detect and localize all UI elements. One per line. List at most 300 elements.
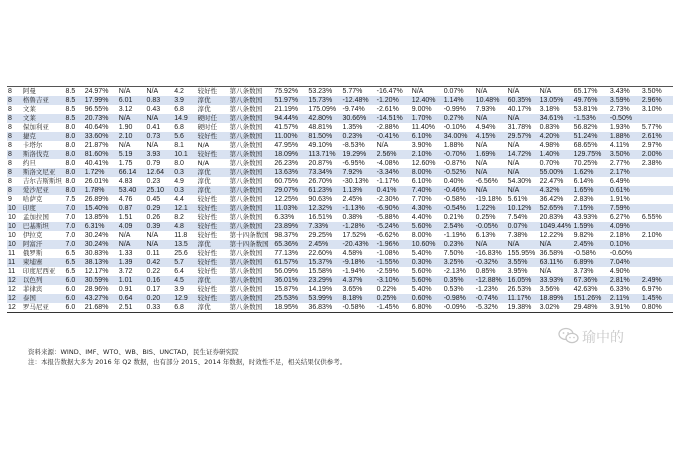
table-cell: 7.15% xyxy=(573,204,609,213)
table-cell: 9.82% xyxy=(573,231,609,240)
table-cell: 4.15% xyxy=(475,132,507,141)
table-cell: -5.88% xyxy=(376,213,411,222)
table-cell: 第八条数国 xyxy=(229,132,274,141)
table-cell: -8.53% xyxy=(342,141,376,150)
table-cell: -4.08% xyxy=(376,159,411,168)
table-cell: 第八条数国 xyxy=(229,186,274,195)
rank-cell: 12 xyxy=(7,294,22,303)
country-cell: 印度尼西亚 xyxy=(22,267,65,276)
table-cell: -0.99% xyxy=(443,105,475,114)
table-cell: 6.0 xyxy=(65,285,84,294)
table-cell: 34.00% xyxy=(443,132,475,141)
table-cell: 3.65% xyxy=(342,285,376,294)
table-cell: 6.5 xyxy=(65,249,84,258)
table-cell: 2.49% xyxy=(641,276,673,285)
table-cell: -1.20% xyxy=(376,96,411,105)
table-cell: -16.83% xyxy=(475,249,507,258)
table-cell: 7.50% xyxy=(443,249,475,258)
table-cell: 14.72% xyxy=(507,150,539,159)
table-cell: 第八条数国 xyxy=(229,267,274,276)
table-cell: 0.70% xyxy=(539,159,573,168)
table-cell: -1.19% xyxy=(443,231,475,240)
table-cell: 5.60% xyxy=(411,276,443,285)
table-cell: 3.50% xyxy=(641,87,673,97)
table-cell: 30.24% xyxy=(84,240,118,249)
country-cell: 斯洛伐克 xyxy=(22,150,65,159)
table-cell: 6.0 xyxy=(65,303,84,313)
table-row xyxy=(7,123,673,132)
table-cell: 3.02% xyxy=(539,303,573,313)
table-cell: 2.83% xyxy=(573,195,609,204)
table-cell: 17.99% xyxy=(84,96,118,105)
table-cell: -0.50% xyxy=(609,114,641,123)
table-cell: N/A xyxy=(507,87,539,97)
table-cell: 8.0 xyxy=(65,150,84,159)
table-cell: 较好性 xyxy=(197,294,229,303)
table-cell xyxy=(641,168,673,177)
country-cell: 以色列 xyxy=(22,276,65,285)
table-cell: -0.58% xyxy=(443,195,475,204)
table-cell: 8.0 xyxy=(65,168,84,177)
table-cell: 2.00% xyxy=(641,150,673,159)
country-cell: 菲律宾 xyxy=(22,285,65,294)
country-cell: 俄罗斯 xyxy=(22,249,65,258)
table-cell: 65.36% xyxy=(273,240,307,249)
table-cell: 7.5 xyxy=(65,195,84,204)
table-cell: 31.78% xyxy=(507,123,539,132)
table-cell: 41.57% xyxy=(273,123,307,132)
table-cell: 47.95% xyxy=(273,141,307,150)
table-cell: 5.40% xyxy=(411,285,443,294)
table-row xyxy=(7,96,673,105)
table-cell: 6.13% xyxy=(475,231,507,240)
table-cell: 10.12% xyxy=(507,204,539,213)
country-risk-table xyxy=(7,86,673,313)
table-cell: 1.59% xyxy=(573,222,609,231)
table-cell: 8.5 xyxy=(65,105,84,114)
table-cell: 10.1 xyxy=(173,150,196,159)
table-cell: 29.57% xyxy=(507,132,539,141)
table-cell: 43.93% xyxy=(573,213,609,222)
table-cell: 29.25% xyxy=(307,231,341,240)
table-cell: 2.61% xyxy=(641,132,673,141)
table-cell: 较好性 xyxy=(197,258,229,267)
source-note: 资料来源：WIND、IMF、WTO、WB、BIS、UNCTAD，民生证券研究院 xyxy=(28,348,239,356)
table-cell: 25.10 xyxy=(145,186,173,195)
table-cell: N/A xyxy=(507,141,539,150)
table-cell: 3.10% xyxy=(641,105,673,114)
table-cell: 6.97% xyxy=(641,285,673,294)
table-cell: 8.00% xyxy=(411,168,443,177)
table-cell: 7.40% xyxy=(411,186,443,195)
table-cell: 13.05% xyxy=(539,96,573,105)
table-cell: -0.46% xyxy=(443,186,475,195)
table-cell: 5.60% xyxy=(411,222,443,231)
table-cell: -30.13% xyxy=(342,177,376,186)
table-cell: 73.34% xyxy=(307,168,341,177)
table-row xyxy=(7,285,673,294)
table-cell: 6.31% xyxy=(84,222,118,231)
table-cell: 2.96% xyxy=(641,96,673,105)
table-cell: 6.49% xyxy=(609,177,641,186)
table-cell: 0.41% xyxy=(376,186,411,195)
table-cell: 12.60% xyxy=(411,159,443,168)
table-cell xyxy=(641,240,673,249)
table-cell: 18.89% xyxy=(539,294,573,303)
table-cell: -3.34% xyxy=(376,168,411,177)
table-row xyxy=(7,159,673,168)
table-cell: 15.73% xyxy=(307,96,341,105)
table-cell: 19.38% xyxy=(507,303,539,313)
table-cell: 21.19% xyxy=(273,105,307,114)
table-cell: 0.87 xyxy=(118,204,146,213)
table-cell: -0.74% xyxy=(475,294,507,303)
table-cell: N/A xyxy=(507,168,539,177)
table-cell: 淳优 xyxy=(197,303,229,313)
table-cell: 15.37% xyxy=(307,258,341,267)
table-cell: 0.91 xyxy=(118,285,146,294)
table-cell: -0.05% xyxy=(475,222,507,231)
table-cell: 8.0 xyxy=(173,159,196,168)
table-cell: 16.51% xyxy=(307,213,341,222)
table-cell: 0.10% xyxy=(609,240,641,249)
table-cell: 26.53% xyxy=(507,285,539,294)
table-cell: 25.53% xyxy=(273,294,307,303)
table-row xyxy=(7,240,673,249)
table-cell: 8.0 xyxy=(65,159,84,168)
country-cell: 哈萨克 xyxy=(22,195,65,204)
table-cell: 33.60% xyxy=(84,132,118,141)
table-cell: N/A xyxy=(539,87,573,97)
table-cell: 0.25% xyxy=(376,294,411,303)
table-cell: 75.92% xyxy=(273,87,307,97)
table-cell: 14.19% xyxy=(307,285,341,294)
table-cell: 21.68% xyxy=(84,303,118,313)
table-cell: 70.25% xyxy=(573,159,609,168)
table-cell: 4.83 xyxy=(118,177,146,186)
table-cell: 81.60% xyxy=(84,150,118,159)
table-cell: 4.58% xyxy=(342,249,376,258)
table-cell: 0.3 xyxy=(173,168,196,177)
table-cell: 6.33% xyxy=(609,285,641,294)
table-cell: 8.0 xyxy=(65,186,84,195)
wechat-logo-icon xyxy=(558,327,580,345)
table-cell: 113.71% xyxy=(307,150,341,159)
table-cell: 0.60% xyxy=(411,294,443,303)
table-cell: 36.42% xyxy=(539,195,573,204)
table-row xyxy=(7,168,673,177)
table-cell: 5.6 xyxy=(173,132,196,141)
table-cell: 30.83% xyxy=(84,249,118,258)
table-cell: 1.33 xyxy=(118,249,146,258)
table-cell: N/A xyxy=(145,240,173,249)
table-cell: 11.17% xyxy=(507,294,539,303)
table-cell: 61.57% xyxy=(273,258,307,267)
country-cell: 巴基斯坦 xyxy=(22,222,65,231)
table-cell: 36.83% xyxy=(307,303,341,313)
table-cell: 6.80% xyxy=(411,303,443,313)
table-cell: 19.29% xyxy=(342,150,376,159)
table-cell: -20.43% xyxy=(342,240,376,249)
rank-cell: 10 xyxy=(7,240,22,249)
table-cell: 0.35% xyxy=(443,276,475,285)
table-cell: -0.70% xyxy=(443,150,475,159)
rank-cell: 10 xyxy=(7,222,22,231)
table-cell: 0.23 xyxy=(145,177,173,186)
country-cell: 孟加拉国 xyxy=(22,213,65,222)
table-cell: 较好性 xyxy=(197,267,229,276)
table-cell: 0.23% xyxy=(443,240,475,249)
table-cell: -0.58% xyxy=(573,249,609,258)
rank-cell: 8 xyxy=(7,177,22,186)
table-cell: 6.0 xyxy=(65,294,84,303)
table-cell: 151.26% xyxy=(573,294,609,303)
table-cell: 2.73% xyxy=(609,105,641,114)
table-cell: 0.07% xyxy=(443,87,475,97)
table-cell: 8.5 xyxy=(65,114,84,123)
table-cell: 6.33% xyxy=(273,213,307,222)
table-cell: 较好性 xyxy=(197,132,229,141)
table-cell: 17.52% xyxy=(342,231,376,240)
table-cell: 0.25% xyxy=(475,213,507,222)
table-cell: 66.14 xyxy=(118,168,146,177)
table-cell: 0.79 xyxy=(145,159,173,168)
table-cell: 8.1 xyxy=(173,141,196,150)
table-cell: 42.80% xyxy=(307,114,341,123)
rank-cell: 8 xyxy=(7,150,22,159)
table-cell: N/A xyxy=(411,87,443,97)
table-cell: 3.56% xyxy=(539,285,573,294)
table-cell: 7.70% xyxy=(411,195,443,204)
table-cell: 8.0 xyxy=(65,141,84,150)
table-cell: 53.81% xyxy=(573,105,609,114)
table-cell: 第八条数国 xyxy=(229,96,274,105)
table-cell: 1049.44% xyxy=(539,223,572,230)
table-cell: 4.30% xyxy=(411,204,443,213)
table-cell: 7.38% xyxy=(507,231,539,240)
table-cell: 0.38% xyxy=(342,213,376,222)
table-cell: 淳优 xyxy=(197,276,229,285)
table-row xyxy=(7,276,673,285)
rank-cell: 8 xyxy=(7,141,22,150)
table-cell: 第八条数国 xyxy=(229,159,274,168)
table-cell: 2.11% xyxy=(609,294,641,303)
table-cell: 13.63% xyxy=(273,168,307,177)
table-cell: 3.50% xyxy=(609,150,641,159)
table-cell: -6.90% xyxy=(376,204,411,213)
table-cell: 56.82% xyxy=(573,123,609,132)
table-cell: 第八条数国 xyxy=(229,150,274,159)
table-cell: 第八条数国 xyxy=(229,177,274,186)
table-cell: 13.85% xyxy=(84,213,118,222)
table-cell: 12.64 xyxy=(145,168,173,177)
table-cell: 6.8 xyxy=(173,105,196,114)
table-row xyxy=(7,231,673,240)
table-cell: N/A xyxy=(118,231,146,240)
table-cell: 1.39 xyxy=(118,258,146,267)
table-cell: 40.41% xyxy=(84,159,118,168)
table-cell: 7.0 xyxy=(65,231,84,240)
table-cell: -0.32% xyxy=(475,258,507,267)
table-cell: 1.90 xyxy=(118,123,146,132)
table-cell: -9.74% xyxy=(342,105,376,114)
table-cell: 68.65% xyxy=(573,141,609,150)
country-cell: 文莱 xyxy=(22,105,65,114)
table-cell: 4.76 xyxy=(118,195,146,204)
table-cell: 3.95% xyxy=(507,267,539,276)
table-cell: 2.38% xyxy=(641,159,673,168)
table-cell: 4.2 xyxy=(173,87,196,97)
table-cell: 8.5 xyxy=(65,96,84,105)
table-cell: 1.51 xyxy=(118,213,146,222)
table-cell: 7.92% xyxy=(342,168,376,177)
table-cell: 63.11% xyxy=(539,258,573,267)
table-cell: 52.65% xyxy=(539,204,573,213)
table-cell: 26.70% xyxy=(307,177,341,186)
table-cell: 1.40% xyxy=(539,150,573,159)
table-cell: 较好性 xyxy=(197,213,229,222)
table-cell: -0.09% xyxy=(443,303,475,313)
table-cell: 0.30% xyxy=(411,258,443,267)
table-cell: 2.45% xyxy=(573,240,609,249)
table-cell: 6.01 xyxy=(118,96,146,105)
rank-cell: 8 xyxy=(7,96,22,105)
table-cell: 129.75% xyxy=(573,150,609,159)
rank-cell: 10 xyxy=(7,204,22,213)
table-cell xyxy=(641,114,673,123)
table-cell: -1.17% xyxy=(376,177,411,186)
table-cell: -1.45% xyxy=(376,303,411,313)
country-cell: 吉尔吉斯斯坦 xyxy=(22,177,65,186)
table-cell: 7.54% xyxy=(507,213,539,222)
rank-cell: 12 xyxy=(7,285,22,294)
table-row xyxy=(7,87,673,97)
table-cell: 0.39 xyxy=(145,222,173,231)
table-cell: 3.72 xyxy=(118,267,146,276)
table-cell: 12.40% xyxy=(411,96,443,105)
table-cell: 34.61% xyxy=(539,114,573,123)
table-cell: 0.29 xyxy=(145,204,173,213)
table-cell: 29.48% xyxy=(573,303,609,313)
table-cell xyxy=(641,249,673,258)
table-cell: 0.85% xyxy=(475,267,507,276)
table-cell: 0.23% xyxy=(342,132,376,141)
table-cell: 15.58% xyxy=(307,267,341,276)
table-cell: 第十四条数国 xyxy=(229,240,274,249)
table-cell: -2.88% xyxy=(376,123,411,132)
table-cell: N/A xyxy=(376,141,411,150)
table-cell: 5.19 xyxy=(118,150,146,159)
table-cell: 第八条数国 xyxy=(229,249,274,258)
table-cell: 0.27% xyxy=(443,114,475,123)
table-cell: N/A xyxy=(539,240,573,249)
table-cell: 8.2 xyxy=(173,213,196,222)
table-cell: -1.53% xyxy=(573,114,609,123)
table-cell: 第八条数国 xyxy=(229,294,274,303)
table-cell: -0.87% xyxy=(443,159,475,168)
table-cell: 30.59% xyxy=(84,276,118,285)
table-cell: 25.6 xyxy=(173,249,196,258)
table-cell: -14.51% xyxy=(376,114,411,123)
table-cell: 2.45% xyxy=(342,195,376,204)
table-cell: 175.09% xyxy=(307,105,341,114)
table-cell: 61.23% xyxy=(307,186,341,195)
table-cell: 0.64 xyxy=(118,294,146,303)
table-cell: 0.20 xyxy=(145,294,173,303)
table-cell: 60.35% xyxy=(507,96,539,105)
table-cell: 2.81% xyxy=(609,276,641,285)
table-cell: -1.96% xyxy=(376,240,411,249)
rank-cell: 8 xyxy=(7,168,22,177)
table-cell: 2.10% xyxy=(411,150,443,159)
table-cell: 4.40% xyxy=(411,213,443,222)
table-cell: 10.60% xyxy=(411,240,443,249)
table-cell: 7.0 xyxy=(65,222,84,231)
table-cell: 3.43% xyxy=(609,87,641,97)
table-cell: 20.83% xyxy=(539,213,573,222)
table-row xyxy=(7,303,673,313)
table-cell: 1.78% xyxy=(84,186,118,195)
table-cell: -6.95% xyxy=(342,159,376,168)
table-cell: 6.5 xyxy=(65,267,84,276)
table-cell: 28.96% xyxy=(84,285,118,294)
table-cell: -1.13% xyxy=(342,204,376,213)
table-cell: 3.73% xyxy=(573,267,609,276)
table-cell: 15.87% xyxy=(273,285,307,294)
table-cell: 0.83% xyxy=(539,123,573,132)
country-cell: 印度 xyxy=(22,204,65,213)
table-cell: -5.24% xyxy=(376,222,411,231)
table-cell: 1.93% xyxy=(609,123,641,132)
table-cell: 第八条数国 xyxy=(229,303,274,313)
table-cell: 49.10% xyxy=(307,141,341,150)
table-cell: 81.50% xyxy=(307,132,341,141)
table-cell: 49.76% xyxy=(573,96,609,105)
table-cell: -1.08% xyxy=(376,249,411,258)
table-cell: 较好性 xyxy=(197,204,229,213)
table-cell: 18.09% xyxy=(273,150,307,159)
table-cell: 96.55% xyxy=(84,105,118,114)
table-cell: 4.8 xyxy=(173,222,196,231)
table-cell: 23.89% xyxy=(273,222,307,231)
table-cell: 12.32% xyxy=(307,204,341,213)
table-cell: 硬时任 xyxy=(197,123,229,132)
table-cell: 8.0 xyxy=(65,177,84,186)
table-cell: N/A xyxy=(475,141,507,150)
table-cell: 6.14% xyxy=(573,177,609,186)
table-cell: 淳优 xyxy=(197,177,229,186)
table-cell: N/A xyxy=(475,186,507,195)
table-cell: N/A xyxy=(197,141,229,150)
table-cell: 13.5 xyxy=(173,240,196,249)
table-cell: 3.25% xyxy=(443,258,475,267)
table-cell: 第八条数国 xyxy=(229,87,274,97)
table-cell: 4.4 xyxy=(173,195,196,204)
table-cell: 6.10% xyxy=(411,132,443,141)
table-cell: 6.89% xyxy=(573,258,609,267)
table-cell: 15.40% xyxy=(84,204,118,213)
table-cell: -0.54% xyxy=(443,204,475,213)
table-cell: 6.5 xyxy=(65,258,84,267)
table-cell xyxy=(641,186,673,195)
table-cell: 第八条数国 xyxy=(229,258,274,267)
table-cell: 3.90% xyxy=(411,141,443,150)
table-cell: -1.94% xyxy=(342,267,376,276)
table-cell: 14.9 xyxy=(173,114,196,123)
table-cell: -0.98% xyxy=(443,294,475,303)
table-cell: 98.37% xyxy=(273,231,307,240)
table-cell: 7.04% xyxy=(609,258,641,267)
